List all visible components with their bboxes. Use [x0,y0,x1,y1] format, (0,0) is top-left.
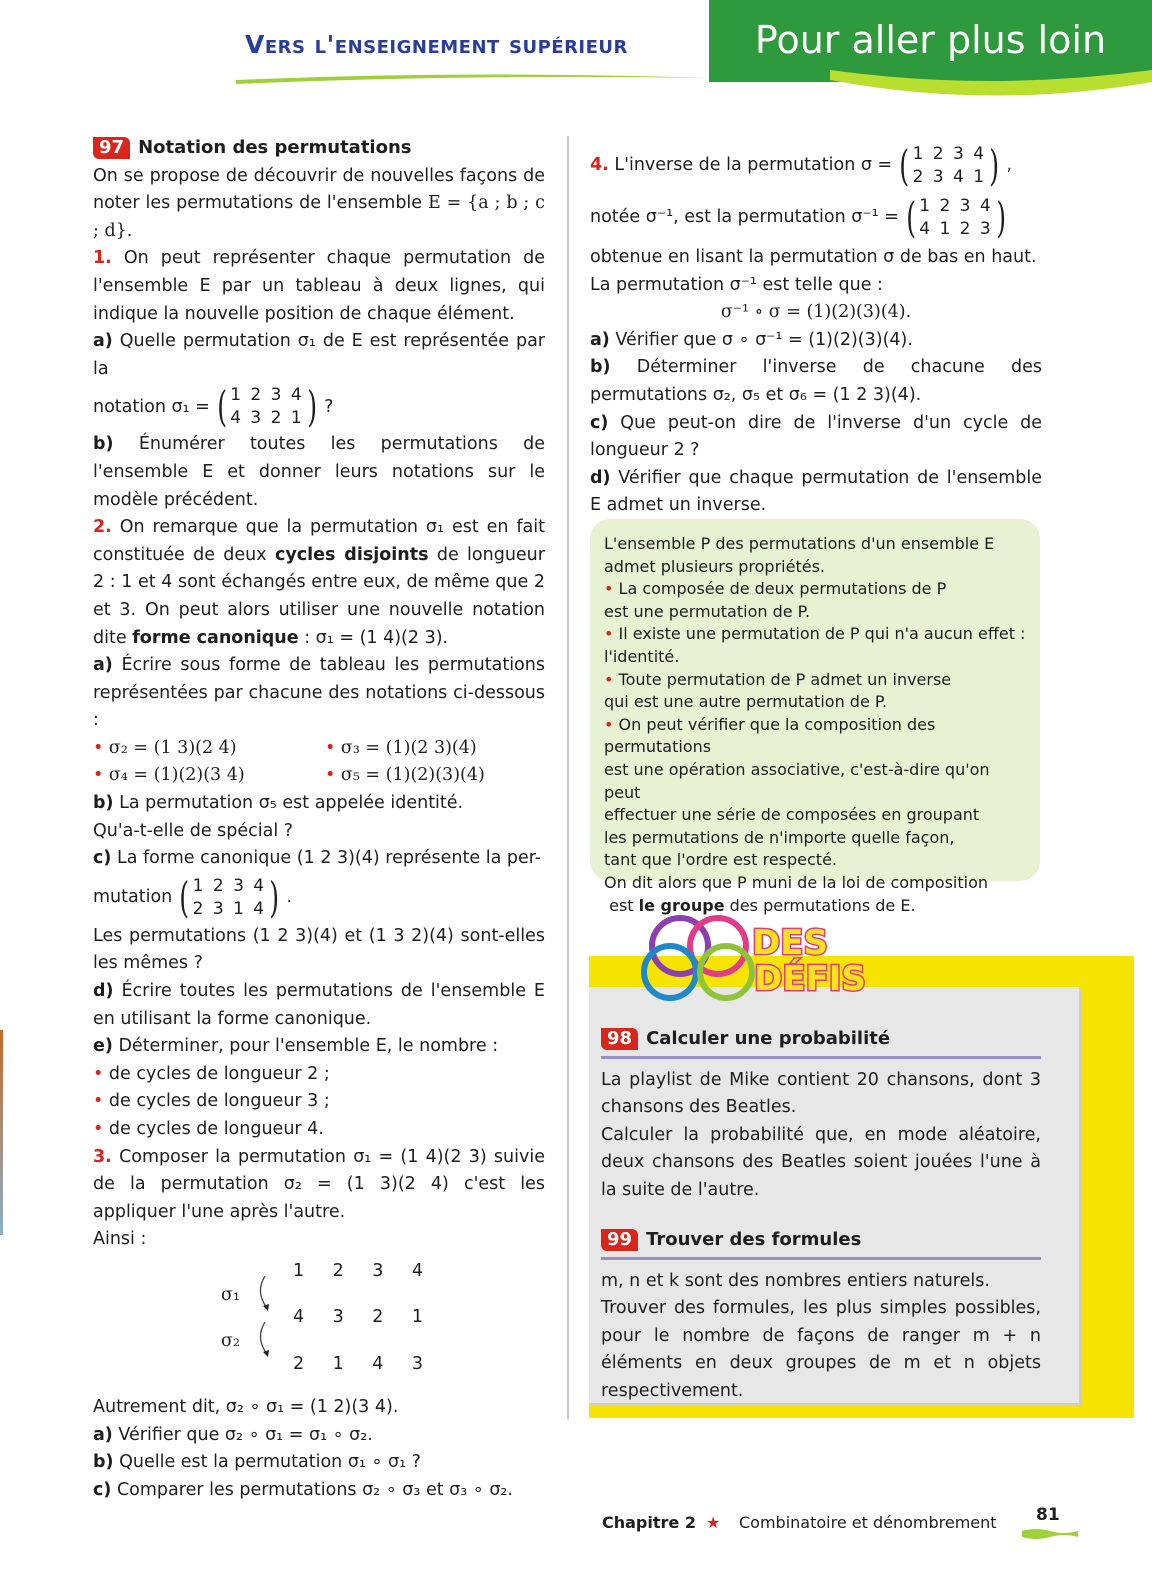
q-text: On peut représenter chaque permutation de l'ensemble E par un tableau à deux lignes, qui indique la nouvelle position de chaque élément. [93,248,545,324]
cell: 4 [293,1306,305,1327]
exercise-title: Trouver des formules [646,1229,862,1250]
q-num: 2. [93,517,112,538]
matrix-sigma: ( 1 2 3 4 2 3 4 1 ) [899,141,1000,190]
ex98-text: Calculer la probabilité que, en mode aléatoire, deux chansons des Beatles soient jouées l'une à la suite de l'autre. [601,1124,1041,1200]
arrow-icon [253,1274,275,1314]
question-mark: ? [324,396,334,417]
q-label: b) [93,793,114,814]
box-bullet: • Il existe une permutation de P qui n'a aucun effet : [604,624,1026,644]
q-text: Composer la permutation σ₁ = (1 4)(2 3) suivie de la permutation σ₂ = (1 3)(2 4) c'est les appliquer l'une après l'autre. [93,1146,545,1222]
q-text: La forme canonique (1 2 3)(4) représente la per- [116,848,542,869]
box-bullet: • La composée de deux permutations de P [604,579,947,599]
page-number: 81 [1036,1505,1060,1525]
row-top [293,1258,423,1286]
question-4a [590,327,1042,355]
q-text: Vérifier que σ₂ ∘ σ₁ = σ₁ ∘ σ₂. [118,1424,373,1445]
q-text: Écrire toutes les permutations de l'ensemble E en utilisant la forme canonique. [93,981,545,1029]
period: . [286,887,293,908]
matrix-sigma-inverse: ( 1 2 3 4 4 1 2 3 ) [906,193,1006,242]
star-icon: ★ [706,1513,721,1532]
q-text: La permutation σ₅ est appelée identité. [119,793,464,814]
q-text: Écrire sous forme de tableau les permutations représentées par chacune des notations ci-dessous : [93,655,545,731]
exercise-number: 99 [601,1229,638,1251]
q-text: de longueur 2 : 1 et 4 sont échangés entre eux, de même que 2 et 3. [93,544,545,620]
q-label: d) [590,467,611,488]
box-bullet: • Toute permutation de P admet un inverse [604,669,952,689]
q-text: Quelle est la permutation σ₁ ∘ σ₁ ? [119,1452,421,1473]
cycle-item: • de cycles de longueur 3 ; [93,1091,330,1112]
box-line: On dit alors que P muni de la loi de composition [604,872,988,892]
q-label: b) [93,434,114,455]
cycle-item: • de cycles de longueur 4. [93,1119,324,1139]
cycle-item: • de cycles de longueur 2 ; [93,1063,330,1084]
footer-title: Combinatoire et dénombrement [739,1513,997,1532]
q4-text: La permutation σ⁻¹ est telle que : [590,274,883,295]
q-text: Vérifier que σ ∘ σ⁻¹ = (1)(2)(3)(4). [615,329,913,350]
q-text: Quelle permutation σ₁ de E est représentée par la [93,331,545,379]
q-text: On remarque que la permutation σ₁ est en fait constituée de deux [93,517,545,565]
question-1 [93,245,545,328]
question-2b-cont: Qu'a-t-elle de spécial ? [93,820,294,841]
question-1a [93,328,545,383]
exercise-98-header [601,1025,1041,1054]
q-label: c) [93,848,112,869]
sigma5: σ₅ = (1)(2)(3)(4) [340,765,485,786]
box-text: On peut vérifier que la composition des permutations [604,714,936,757]
box-text: La composée de deux permutations de P [618,579,947,599]
cell: 1 [332,1353,344,1374]
matrix-row: 1 2 3 4 [912,144,987,164]
q4-line1: 4. L'inverse de la permutation σ = ( 1 2 3 4 2 3 4 1 ) , [590,141,1013,190]
title-underline [601,1056,1041,1059]
question-4b [590,354,1042,409]
q-text: : σ₁ = (1 4)(2 3). [304,627,449,648]
ainsi: Ainsi : [93,1229,147,1250]
q-label: b) [590,357,611,378]
box-line: qui est une autre permutation de P. [604,692,888,712]
matrix-row: 1 2 3 4 [192,875,267,896]
notation-label: notation σ₁ = [93,396,210,417]
question-2a [93,652,545,735]
logo-text-defis: DÉFIS [754,959,866,999]
ex98-text: La playlist de Mike contient 20 chansons, dont 3 chansons des Beatles. [601,1069,1041,1118]
intro [93,163,545,246]
q-num: 1. [93,248,112,269]
question-2c [93,845,545,873]
sigma-list [93,735,545,790]
q-text: mutation [93,887,173,908]
q-label: a) [93,1424,113,1445]
q-text: On peut alors utiliser une nouvelle notation dite [93,599,545,648]
question-3 [93,1144,545,1227]
arrow-icon [253,1320,275,1360]
cell: 2 [293,1353,305,1374]
question-2c-cont: Les permutations (1 2 3)(4) et (1 3 2)(4) sont-elles les mêmes ? [93,925,545,974]
composition-diagram [93,1254,545,1394]
des-defis-logo [640,910,880,1006]
banner-title: Pour aller plus loin [754,18,1107,62]
matrix-row: 4 3 2 1 [230,408,304,429]
column-divider [567,136,569,1419]
cell: 3 [372,1260,384,1281]
question-4c [590,410,1042,465]
label-sigma2: σ₂ [221,1330,240,1351]
matrix-row: 2 3 4 1 [912,167,987,187]
matrix-q2c: ( 1 2 3 4 2 3 1 4 ) [179,872,280,922]
exercise-99-header [601,1226,1041,1255]
exercise-97-header [93,134,545,163]
question-3a [93,1422,545,1450]
sigma4: σ₄ = (1)(2)(3 4) [108,765,245,786]
row-bot [293,1351,423,1379]
sigma2-item: • σ₂ = (1 3)(2 4) [93,737,237,758]
cell: 4 [411,1260,423,1281]
q-text: Que peut-on dire de l'inverse d'un cycle de longueur 2 ? [590,412,1042,461]
autrement: Autrement dit, σ₂ ∘ σ₁ = (1 2)(3 4). [93,1396,399,1417]
box-bullet: • On peut vérifier que la composition des permutations [604,714,936,757]
sigma3: σ₃ = (1)(2 3)(4) [340,737,477,758]
cell: 3 [332,1306,344,1327]
q-label: c) [93,1479,112,1500]
matrix-row: 1 2 3 4 [230,385,304,406]
exercise-97 [93,134,545,1504]
q-text: notée σ⁻¹, est la permutation σ⁻¹ = [590,207,899,228]
q-bold: cycles disjoints [274,544,429,565]
q4-text: obtenue en lisant la permutation σ de bas en haut. [590,247,1037,267]
q-label: e) [93,1036,113,1057]
q-label: c) [590,412,609,433]
box-line: est une opération associative, c'est-à-dire qu'on peut [604,759,990,802]
cycle-text: de cycles de longueur 3 ; [108,1091,330,1112]
exercise-number: 97 [93,137,130,159]
cell: 1 [411,1306,423,1327]
exercise-98 [601,1025,1041,1205]
page-number-wave [1022,1527,1078,1539]
matrix-row: 2 3 1 4 [192,898,267,919]
box-line: admet plusieurs propriétés. [604,556,825,576]
box-text: est [609,895,634,915]
exercise-99 [601,1226,1041,1406]
question-1b [93,431,545,514]
box-text: des permutations de E. [729,895,916,915]
banner-swoosh [830,70,1152,106]
box-line: effectuer une série de composées en groupant [604,805,980,825]
q-label: a) [93,331,113,352]
q-text: Comparer les permutations σ₂ ∘ σ₃ et σ₃ ∘ σ₂. [116,1479,513,1500]
cycle-text: de cycles de longueur 2 ; [108,1063,330,1084]
matrix-row: 4 1 2 3 [919,219,993,239]
q-text: L'inverse de la permutation σ = [614,155,893,176]
cell: 4 [372,1353,384,1374]
set-e: E = {a ; b ; c ; d}. [93,193,545,241]
question-2 [93,514,545,652]
page-edge-strip [0,1030,3,1235]
footer-chapter: Chapitre 2 [602,1513,696,1532]
q4-formula: σ⁻¹ ∘ σ = (1)(2)(3)(4). [720,302,912,323]
cycle-text: de cycles de longueur 4. [108,1119,324,1139]
box-line: l'identité. [604,646,680,666]
q-text: Énumérer toutes les permutations de l'ensemble E et donner leurs notations sur le modèle précédent. [93,434,545,510]
q-label: b) [93,1452,114,1473]
q-label: d) [93,981,114,1002]
question-3b [93,1449,545,1477]
q-label: a) [590,329,610,350]
q-label: a) [93,655,113,676]
box-line: les permutations de n'importe quelle façon, [604,827,955,847]
question-2d [93,978,545,1033]
cell: 2 [332,1260,344,1281]
sigma1-notation [93,383,545,431]
title-swoosh [236,70,706,86]
q-text: Déterminer l'inverse de chacune des permutations σ₂, σ₅ et σ₆ = (1 2 3)(4). [590,357,1042,405]
q-text: Vérifier que chaque permutation de l'ensemble E admet un inverse. [590,467,1042,516]
box-text: Il existe une permutation de P qui n'a aucun effet : [618,624,1026,644]
q-num: 3. [93,1146,112,1167]
q2c-matrix-line [93,873,545,923]
q-text: Déterminer, pour l'ensemble E, le nombre : [118,1036,499,1057]
sigma5-item: • σ₅ = (1)(2)(3)(4) [325,765,485,786]
box-line: tant que l'ordre est respecté. [604,850,837,870]
section-title: Vers l'enseignement supérieur [245,30,628,59]
matrix-sigma1: ( 1 2 3 4 4 3 2 1 ) [217,382,317,432]
cell: 2 [372,1306,384,1327]
logo-text-des: DES [752,923,828,963]
matrix-row: 1 2 3 4 [919,196,993,216]
question-4d [590,465,1042,520]
question-3c [93,1477,545,1505]
ex99-text: Trouver des formules, les plus simples possibles, pour le nombre de façons de ranger m + n éléments en deux groupes de m et n objets respectivement. [601,1298,1041,1401]
cell: 1 [293,1260,305,1281]
sigma4-item: • σ₄ = (1)(2)(3 4) [93,765,245,786]
q-num: 4. [590,155,609,176]
box-bold: le groupe [638,895,725,915]
row-mid [293,1304,423,1332]
q4-line2 [590,192,1042,244]
cell: 3 [411,1353,423,1374]
sigma2: σ₂ = (1 3)(2 4) [108,737,237,758]
title-underline [601,1257,1041,1260]
exercise-title: Calculer une probabilité [646,1028,891,1049]
box-text: Toute permutation de P admet un inverse [618,669,952,689]
question-2e [93,1033,545,1061]
properties-box [590,519,1040,915]
exercise-number: 98 [601,1028,638,1050]
sigma3-item: • σ₃ = (1)(2 3)(4) [325,737,477,758]
exercise-title: Notation des permutations [138,137,412,158]
q-bold: forme canonique [132,627,299,648]
box-line: est une permutation de P. [604,601,810,621]
intro-text: On se propose de découvrir de nouvelles façons de noter les permutations de l'ensemble [93,165,545,214]
box-line: L'ensemble P des permutations d'un ensemble E [604,534,995,553]
exercise-97-continued [590,140,1042,520]
question-2b [93,790,545,818]
label-sigma1: σ₁ [221,1284,240,1305]
ex99-text: m, n et k sont des nombres entiers naturels. [601,1270,990,1291]
